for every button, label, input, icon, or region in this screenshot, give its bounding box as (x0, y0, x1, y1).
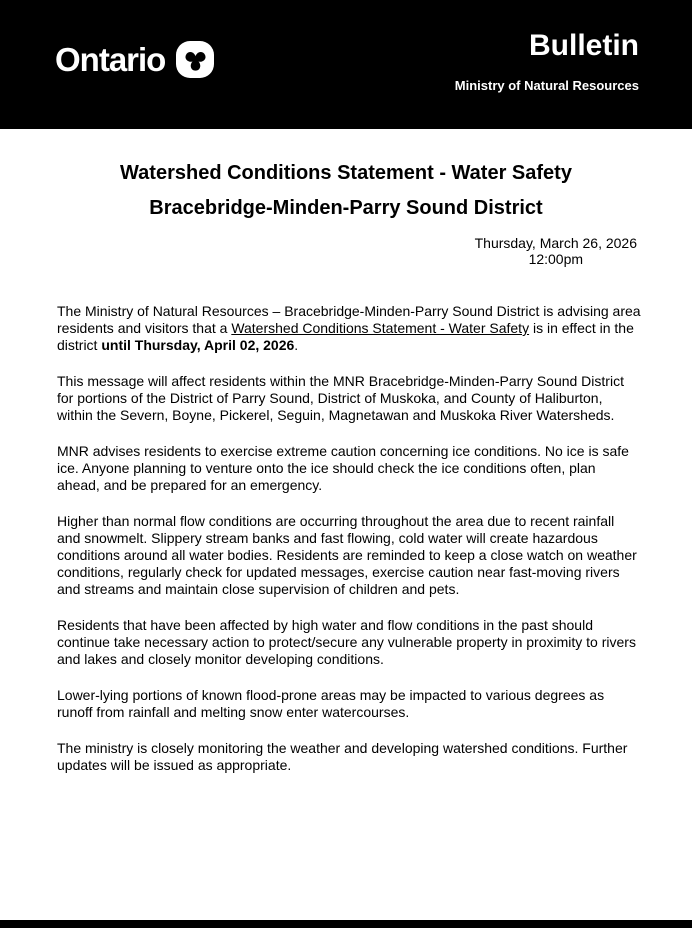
time-text: 12:00pm (528, 251, 584, 267)
paragraph-text: The ministry is closely monitoring the weather and developing watershed conditions. Further updates will be issued as appropriate. (57, 740, 628, 773)
paragraph-text: This message will affect residents within the MNR Bracebridge-Minden-Parry Sound District for portions of the District of Parry Sound, District of Muskoka, and County of Haliburton, within the Severn, Boyne, Pickerel, Seguin, Magnetawan and Muskoka River Watersheds. (57, 373, 624, 423)
document-subtitle: Bracebridge-Minden-Parry Sound District (149, 197, 543, 219)
date-inner (475, 235, 637, 267)
paragraph (57, 303, 641, 354)
paragraph (57, 513, 641, 598)
footer-bar (0, 920, 692, 928)
ontario-logo-text: Ontario (55, 41, 166, 78)
ministry-name: Ministry of Natural Resources (454, 78, 639, 93)
document-title: Watershed Conditions Statement - Water Safety (120, 162, 572, 184)
paragraph (57, 740, 641, 774)
paragraph (57, 373, 641, 424)
paragraph-text: MNR advises residents to exercise extreme caution concerning ice conditions. No ice is safe ice. Anyone planning to venture onto the ice should check the ice conditions often, plan ahead, and be prepared for an emergency. (57, 443, 629, 493)
paragraph-text: is in effect in the district (57, 320, 634, 353)
paragraph-text: Residents that have been affected by high water and flow conditions in the past should continue take necessary action to protect/secure any vulnerable property in proximity to rivers and lakes and closely monitor developing conditions. (57, 617, 636, 667)
paragraph-text: . (294, 337, 299, 353)
body-paragraphs (57, 303, 641, 793)
bulletin-label: Bulletin (529, 29, 639, 62)
date-block (475, 235, 637, 267)
trillium-icon (176, 41, 214, 78)
paragraph (57, 617, 641, 668)
paragraph-text: Higher than normal flow conditions are occurring throughout the area due to recent rainfall and snowmelt. Slippery stream banks and fast flowing, cold water will create hazardous conditions around all water bodies. Residents are reminded to keep a close watch on weather conditions, regularly check for updated messages, exercise caution near fast-moving rivers and streams and maintain close supervision of children and pets. (57, 513, 637, 597)
statement-name-underlined: Watershed Conditions Statement - Water Safety (231, 320, 530, 336)
paragraph-text: The Ministry of Natural Resources – Bracebridge-Minden-Parry Sound District is advising area residents and visitors that a (57, 303, 641, 336)
date-text: Thursday, March 26, 2026 (474, 235, 637, 251)
paragraph-text: Lower-lying portions of known flood-prone areas may be impacted to various degrees as runoff from rainfall and melting snow enter watercourses. (57, 687, 605, 720)
ontario-logo (55, 41, 214, 78)
paragraph (57, 443, 641, 494)
effective-date-bold: until Thursday, April 02, 2026 (101, 337, 295, 353)
header-banner (0, 0, 692, 129)
paragraph (57, 687, 641, 721)
